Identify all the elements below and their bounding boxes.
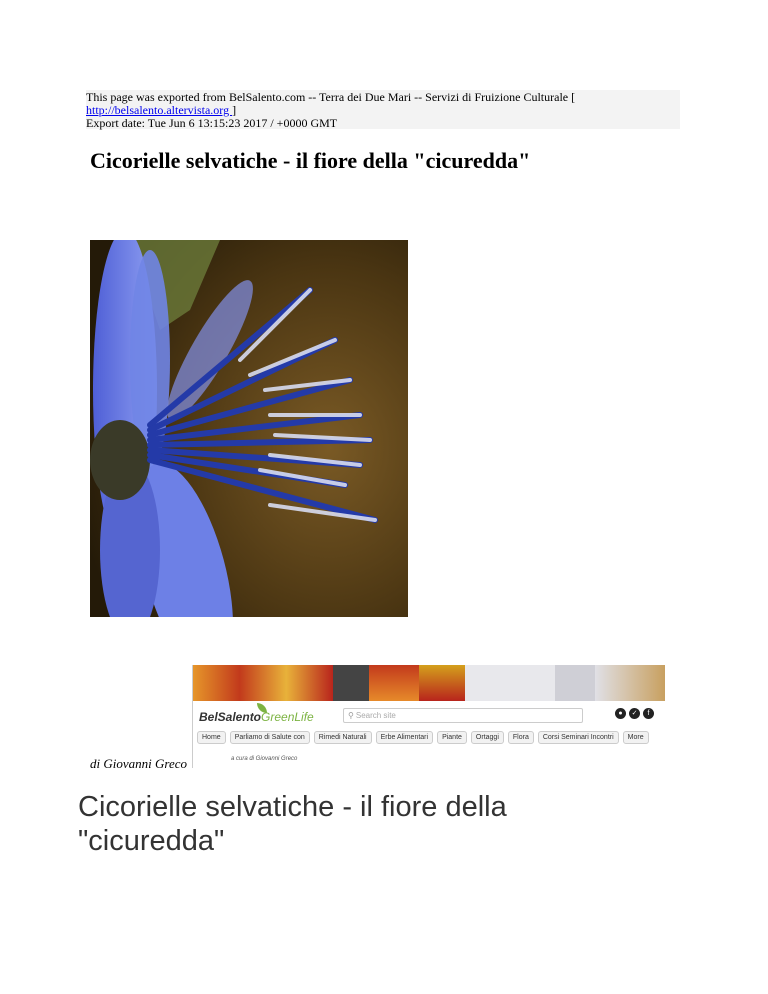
nav-item-home[interactable]: Home	[197, 731, 226, 744]
export-source-text: This page was exported from BelSalento.com -- Terra dei Due Mari -- Servizi di Fruizione Culturale [	[86, 90, 576, 104]
nav-item-more[interactable]: More	[623, 731, 649, 744]
nav-item-ortaggi[interactable]: Ortaggi	[471, 731, 504, 744]
banner-nav	[197, 731, 649, 744]
search-icon: ⚲	[348, 711, 354, 720]
site-banner	[192, 665, 665, 768]
twitter-icon[interactable]: ✓	[629, 708, 640, 719]
instagram-icon[interactable]: ●	[615, 708, 626, 719]
facebook-icon[interactable]: f	[643, 708, 654, 719]
nav-item-erbe[interactable]: Erbe Alimentari	[376, 731, 433, 744]
curated-by-text: a cura di Giovanni Greco	[231, 756, 298, 762]
nav-item-corsi[interactable]: Corsi Seminari Incontri	[538, 731, 619, 744]
chicory-flower-illustration	[90, 240, 408, 617]
nav-item-salute[interactable]: Parliamo di Salute con	[230, 731, 310, 744]
nav-item-rimedi[interactable]: Rimedi Naturali	[314, 731, 372, 744]
flower-image	[90, 240, 408, 617]
search-input[interactable]: ⚲ Search site	[343, 708, 583, 723]
nav-item-flora[interactable]: Flora	[508, 731, 534, 744]
export-header	[86, 90, 680, 129]
export-date: Export date: Tue Jun 6 13:15:23 2017 / +0000 GMT	[86, 116, 338, 130]
banner-thumbnail-strip	[193, 665, 665, 701]
article-heading: Cicorielle selvatiche - il fiore della "cicuredda"	[78, 791, 507, 857]
brand-logo: BelSalentoGreenLife	[199, 710, 314, 724]
link-bracket: ]	[232, 103, 237, 117]
banner-brand-row	[193, 703, 665, 729]
author-byline: di Giovanni Greco	[90, 756, 187, 771]
nav-item-piante[interactable]: Piante	[437, 731, 467, 744]
site-link[interactable]: http://belsalento.altervista.org	[86, 103, 233, 117]
page-title: Cicorielle selvatiche - il fiore della "cicuredda"	[90, 148, 531, 173]
